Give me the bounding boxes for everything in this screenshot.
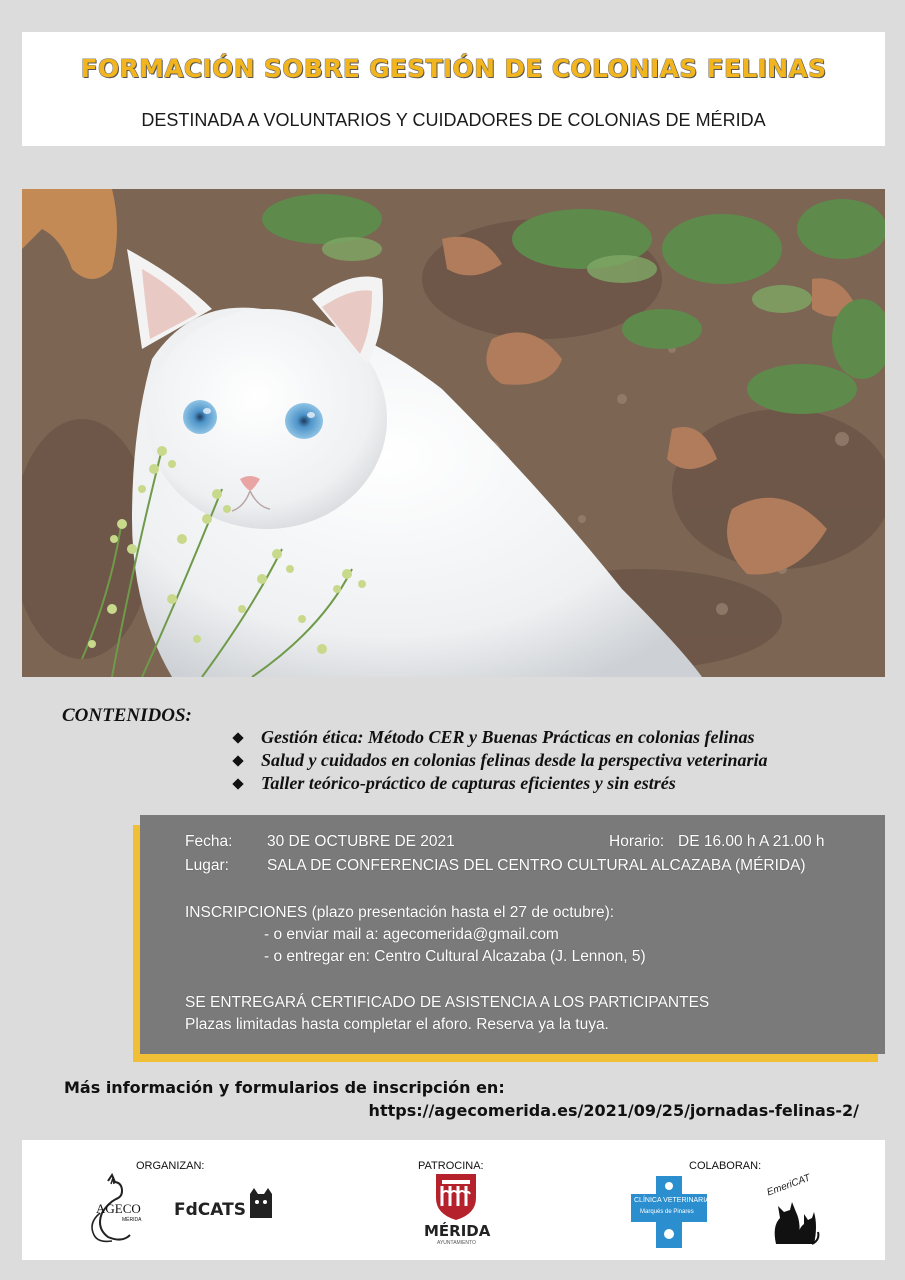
info-box [140,815,885,1054]
list-item-text: Gestión ética: Método CER y Buenas Prácticas en colonias felinas [261,727,755,747]
time-label: Horario: [609,833,665,850]
contents-list [230,726,767,795]
registration-deliver: - o entregar en: Centro Cultural Alcazaba (J. Lennon, 5) [264,948,646,965]
poster-title: FORMACIÓN SOBRE GESTIÓN DE COLONIAS FELINAS [80,54,827,83]
poster-subtitle: DESTINADA A VOLUNTARIOS Y CUIDADORES DE COLONIAS DE MÉRIDA [141,110,766,130]
places-notice: Plazas limitadas hasta completar el aforo. Reserva ya la tuya. [185,1016,609,1033]
place-label: Lugar: [185,857,229,874]
emericat-text: EmeriCAT [765,1172,812,1199]
list-item-text: Taller teórico-práctico de capturas eficientes y sin estrés [261,773,676,793]
list-item-text: Salud y cuidados en colonias felinas desde la perspectiva veterinaria [261,750,768,770]
place-value: SALA DE CONFERENCIAS DEL CENTRO CULTURAL ALCAZABA (MÉRIDA) [267,857,806,874]
merida-logo [418,1170,498,1252]
merida-shield-icon [432,1170,480,1222]
date-label: Fecha: [185,833,233,850]
clinic-logo [631,1176,711,1248]
two-cats-icon [768,1196,820,1246]
time-value: DE 16.00 h A 21.00 h [678,833,825,850]
registration-title: INSCRIPCIONES (plazo presentación hasta el 27 de octubre): [185,904,615,921]
clinic-name: CLÍNICA VETERINARIA [634,1197,710,1204]
list-item [230,749,767,772]
diamond-bullet-icon [232,778,243,789]
sponsor-label: PATROCINA: [418,1160,484,1172]
merida-subtext: AYUNTAMIENTO [437,1240,476,1246]
header-box [22,32,885,146]
ageco-subtext: MÉRIDA [122,1217,142,1223]
ageco-logo [78,1173,160,1245]
more-info-link[interactable]: https://agecomerida.es/2021/09/25/jornadas-felinas-2/ [368,1101,859,1120]
ageco-text: AGECO [96,1201,141,1216]
more-info-label: Más información y formularios de inscripción en: [64,1078,505,1097]
certificate-notice: SE ENTREGARÁ CERTIFICADO DE ASISTENCIA A LOS PARTICIPANTES [185,994,710,1011]
white-cat-photo [22,189,885,677]
list-item [230,772,767,795]
list-item [230,726,767,749]
diamond-bullet-icon [232,732,243,743]
fdcats-text: FdCATS [174,1200,246,1220]
cat-head-icon [248,1188,274,1222]
emericat-logo [764,1174,824,1250]
organize-label: ORGANIZAN: [136,1160,205,1172]
fdcats-logo [174,1188,274,1228]
footer-logos [22,1140,885,1260]
date-value: 30 DE OCTUBRE DE 2021 [267,833,455,850]
merida-text: MÉRIDA [424,1222,491,1240]
registration-mail: - o enviar mail a: agecomerida@gmail.com [264,926,559,943]
diamond-bullet-icon [232,755,243,766]
collaborate-label: COLABORAN: [689,1160,762,1172]
clinic-subname: Marqués de Pinares [640,1209,694,1215]
contents-heading: CONTENIDOS: [62,705,192,726]
